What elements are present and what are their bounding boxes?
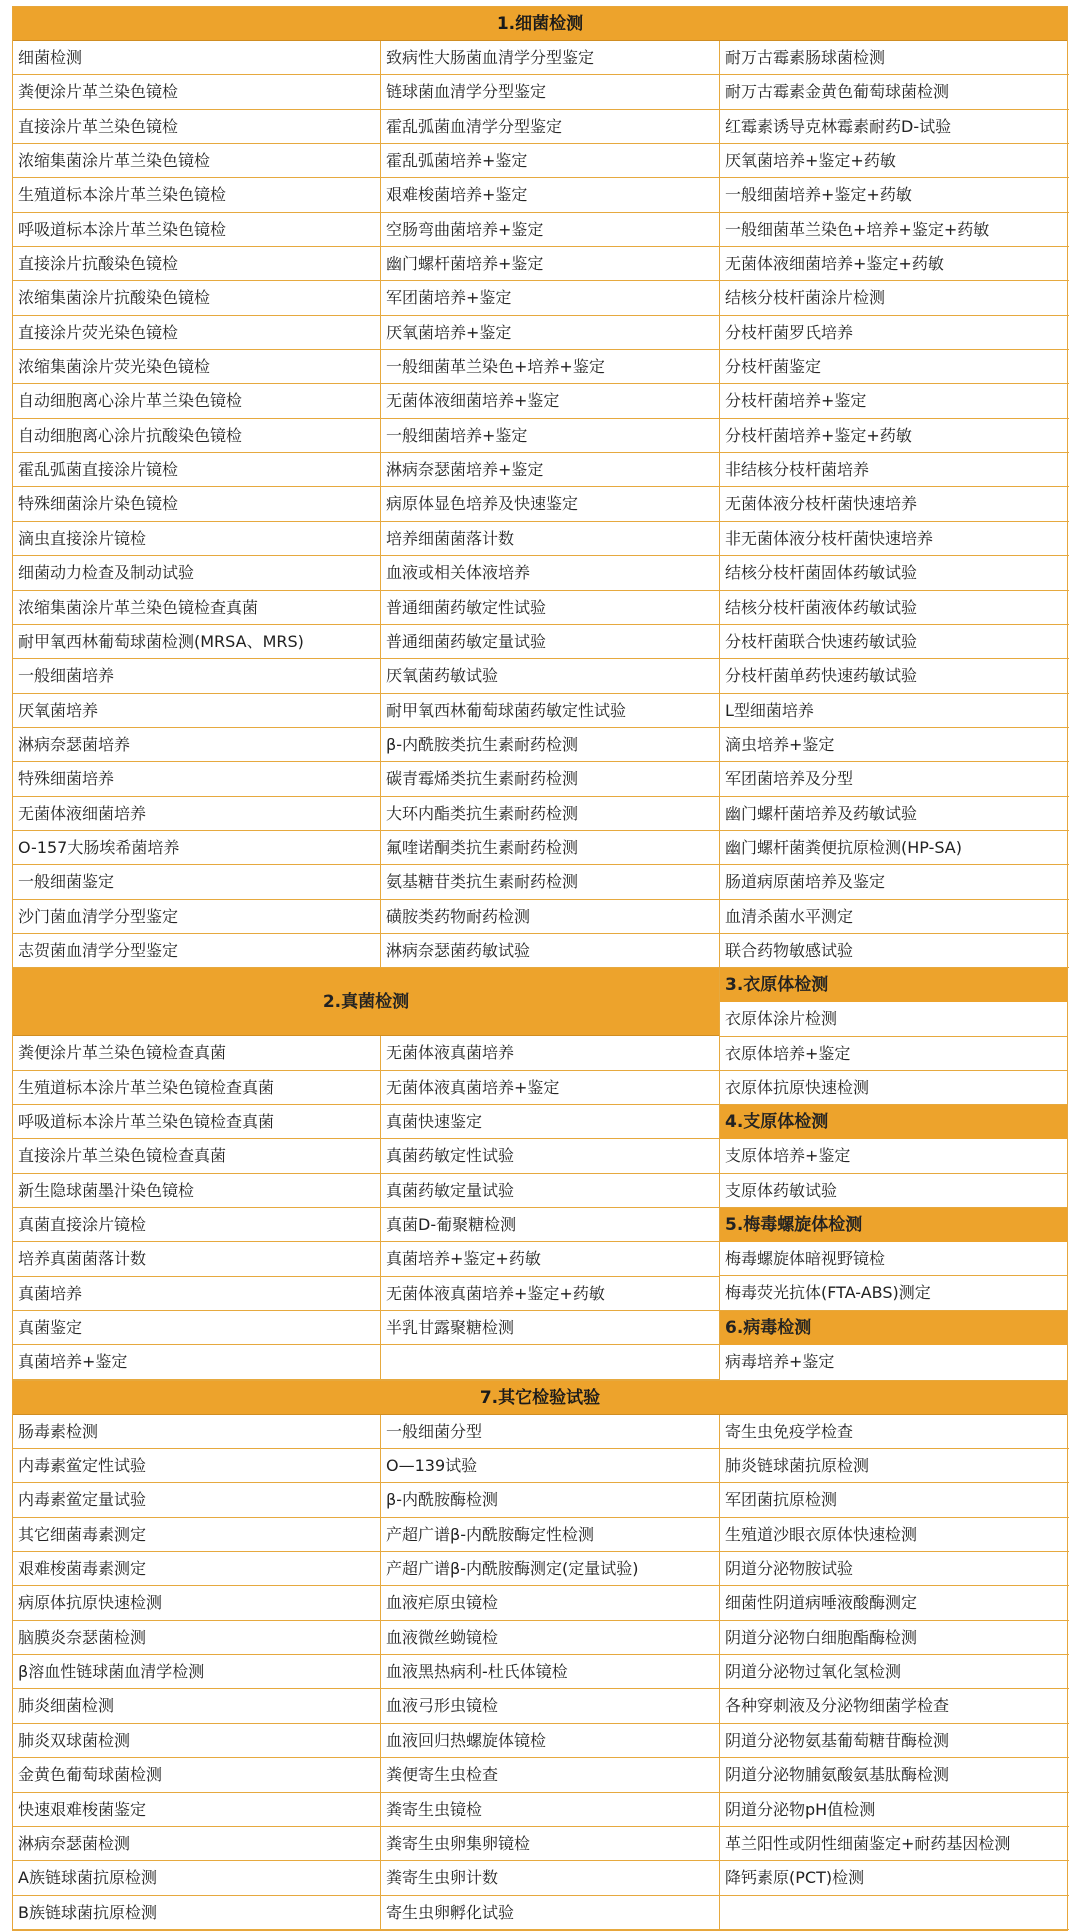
table-cell: 直接涂片抗酸染色镜检 <box>13 247 381 281</box>
table-cell: β-内酰胺酶检测 <box>381 1483 720 1517</box>
table-cell: 生殖道标本涂片革兰染色镜检查真菌 <box>13 1071 381 1105</box>
table-cell <box>720 1896 1069 1930</box>
table-cell: 碳青霉烯类抗生素耐药检测 <box>381 762 720 796</box>
table-cell: 厌氧菌药敏试验 <box>381 659 720 693</box>
test-catalog-table <box>12 6 1068 1931</box>
table-cell: L型细菌培养 <box>720 694 1069 728</box>
table-cell: 分枝杆菌罗氏培养 <box>720 316 1069 350</box>
table-cell: 幽门螺杆菌粪便抗原检测(HP-SA) <box>720 831 1069 865</box>
table-cell: 阴道分泌物过氧化氢检测 <box>720 1655 1069 1689</box>
table-cell: 一般细菌分型 <box>381 1415 720 1449</box>
table-cell: 浓缩集菌涂片抗酸染色镜检 <box>13 281 381 315</box>
table-cell: 粪便寄生虫检查 <box>381 1758 720 1792</box>
table-cell: 血清杀菌水平测定 <box>720 900 1069 934</box>
table-cell: 分枝杆菌鉴定 <box>720 350 1069 384</box>
side-section-item: 梅毒螺旋体暗视野镜检 <box>720 1242 1067 1276</box>
table-cell: 病原体显色培养及快速鉴定 <box>381 487 720 521</box>
table-cell: 粪便涂片革兰染色镜检 <box>13 75 381 109</box>
table-cell: 病原体抗原快速检测 <box>13 1586 381 1620</box>
table-cell: 真菌培养 <box>13 1277 381 1311</box>
table-cell: 无菌体液真菌培养 <box>381 1036 720 1070</box>
table-cell: 幽门螺杆菌培养+鉴定 <box>381 247 720 281</box>
table-cell: 淋病奈瑟菌药敏试验 <box>381 934 720 968</box>
table-cell: 志贺菌血清学分型鉴定 <box>13 934 381 968</box>
section-header-fungi: 2.真菌检测 <box>13 968 719 1036</box>
table-cell: 联合药物敏感试验 <box>720 934 1069 968</box>
table-cell: 真菌药敏定量试验 <box>381 1174 720 1208</box>
table-cell: 红霉素诱导克林霉素耐药D-试验 <box>720 110 1069 144</box>
table-cell: A族链球菌抗原检测 <box>13 1861 381 1895</box>
table-cell: 一般细菌培养+鉴定 <box>381 419 720 453</box>
side-section-header: 4.支原体检测 <box>720 1105 1067 1139</box>
table-cell: 粪寄生虫卵集卵镜检 <box>381 1827 720 1861</box>
table-cell: 新生隐球菌墨汁染色镜检 <box>13 1174 381 1208</box>
table-cell: 氟喹诺酮类抗生素耐药检测 <box>381 831 720 865</box>
table-cell: 滴虫培养+鉴定 <box>720 728 1069 762</box>
table-cell: 真菌快速鉴定 <box>381 1105 720 1139</box>
side-section-item: 病毒培养+鉴定 <box>725 1351 835 1371</box>
table-cell: 结核分枝杆菌固体药敏试验 <box>720 556 1069 590</box>
side-section-header: 5.梅毒螺旋体检测 <box>720 1208 1067 1242</box>
table-cell: 浓缩集菌涂片革兰染色镜检 <box>13 144 381 178</box>
table-cell: 一般细菌鉴定 <box>13 865 381 899</box>
table-cell: 真菌培养+鉴定 <box>13 1345 381 1379</box>
side-section-item: 支原体药敏试验 <box>720 1174 1067 1208</box>
table-cell: 非无菌体液分枝杆菌快速培养 <box>720 522 1069 556</box>
table-cell: 淋病奈瑟菌培养+鉴定 <box>381 453 720 487</box>
table-cell: 特殊细菌培养 <box>13 762 381 796</box>
table-cell: 分枝杆菌培养+鉴定+药敏 <box>720 419 1069 453</box>
table-cell: 厌氧菌培养 <box>13 694 381 728</box>
table-cell: 细菌检测 <box>13 41 381 75</box>
table-cell: 分枝杆菌单药快速药敏试验 <box>720 659 1069 693</box>
side-section-item: 梅毒荧光抗体(FTA-ABS)测定 <box>720 1276 1067 1310</box>
table-cell: 肠道病原菌培养及鉴定 <box>720 865 1069 899</box>
table-cell: 肺炎细菌检测 <box>13 1689 381 1723</box>
table-cell: 自动细胞离心涂片革兰染色镜检 <box>13 384 381 418</box>
table-cell: 血液疟原虫镜检 <box>381 1586 720 1620</box>
table-cell: 阴道分泌物pH值检测 <box>720 1793 1069 1827</box>
table-cell: 真菌D-葡聚糖检测 <box>381 1208 720 1242</box>
table-cell: 大环内酯类抗生素耐药检测 <box>381 797 720 831</box>
table-cell: 半乳甘露聚糖检测 <box>381 1311 720 1345</box>
table-cell: 无菌体液细菌培养 <box>13 797 381 831</box>
table-cell: 寄生虫免疫学检查 <box>720 1415 1069 1449</box>
table-cell: 结核分枝杆菌液体药敏试验 <box>720 591 1069 625</box>
table-cell: 军团菌抗原检测 <box>720 1483 1069 1517</box>
side-section-header: 6.病毒检测 <box>720 1311 1067 1345</box>
table-cell: 自动细胞离心涂片抗酸染色镜检 <box>13 419 381 453</box>
table-cell: 脑膜炎奈瑟菌检测 <box>13 1621 381 1655</box>
table-cell: 降钙素原(PCT)检测 <box>720 1861 1069 1895</box>
table-cell: 产超广谱β-内酰胺酶定性检测 <box>381 1518 720 1552</box>
table-cell: 快速艰难梭菌鉴定 <box>13 1793 381 1827</box>
table-cell: 真菌直接涂片镜检 <box>13 1208 381 1242</box>
table-cell: 血液或相关体液培养 <box>381 556 720 590</box>
side-section-item: 衣原体培养+鉴定 <box>720 1037 1067 1071</box>
table-cell: 真菌培养+鉴定+药敏 <box>381 1242 720 1276</box>
side-section-header: 3.衣原体检测 <box>720 968 1067 1002</box>
table-cell: 肺炎双球菌检测 <box>13 1724 381 1758</box>
table-cell: 淋病奈瑟菌检测 <box>13 1827 381 1861</box>
table-cell: 链球菌血清学分型鉴定 <box>381 75 720 109</box>
table-cell: 厌氧菌培养+鉴定+药敏 <box>720 144 1069 178</box>
table-cell: 阴道分泌物白细胞酯酶检测 <box>720 1621 1069 1655</box>
table-cell: 一般细菌培养+鉴定+药敏 <box>720 178 1069 212</box>
table-cell: 军团菌培养+鉴定 <box>381 281 720 315</box>
table-cell: 培养细菌菌落计数 <box>381 522 720 556</box>
table-cell: 淋病奈瑟菌培养 <box>13 728 381 762</box>
table-cell: 磺胺类药物耐药检测 <box>381 900 720 934</box>
table-cell: 无菌体液真菌培养+鉴定+药敏 <box>381 1277 720 1311</box>
table-cell: 致病性大肠菌血清学分型鉴定 <box>381 41 720 75</box>
table-cell: 血液微丝蚴镜检 <box>381 1621 720 1655</box>
table-cell: 浓缩集菌涂片革兰染色镜检查真菌 <box>13 591 381 625</box>
table-cell: 浓缩集菌涂片荧光染色镜检 <box>13 350 381 384</box>
table-cell: 分枝杆菌联合快速药敏试验 <box>720 625 1069 659</box>
table-cell: 一般细菌培养 <box>13 659 381 693</box>
table-cell: 厌氧菌培养+鉴定 <box>381 316 720 350</box>
other-tests-grid <box>13 1415 1067 1930</box>
table-cell: 无菌体液分枝杆菌快速培养 <box>720 487 1069 521</box>
table-cell: 无菌体液细菌培养+鉴定+药敏 <box>720 247 1069 281</box>
table-cell: 粪寄生虫镜检 <box>381 1793 720 1827</box>
table-cell: 生殖道标本涂片革兰染色镜检 <box>13 178 381 212</box>
table-cell: 艰难梭菌培养+鉴定 <box>381 178 720 212</box>
table-cell: 血液弓形虫镜检 <box>381 1689 720 1723</box>
table-cell: 培养真菌菌落计数 <box>13 1242 381 1276</box>
table-cell: 非结核分枝杆菌培养 <box>720 453 1069 487</box>
table-cell: 无菌体液细菌培养+鉴定 <box>381 384 720 418</box>
table-cell: 肺炎链球菌抗原检测 <box>720 1449 1069 1483</box>
table-cell: 阴道分泌物胺试验 <box>720 1552 1069 1586</box>
table-cell: 细菌动力检查及制动试验 <box>13 556 381 590</box>
table-cell: 氨基糖苷类抗生素耐药检测 <box>381 865 720 899</box>
table-cell: B族链球菌抗原检测 <box>13 1896 381 1930</box>
table-cell: O—139试验 <box>381 1449 720 1483</box>
table-cell: 普通细菌药敏定性试验 <box>381 591 720 625</box>
table-cell: 生殖道沙眼衣原体快速检测 <box>720 1518 1069 1552</box>
table-cell: 金黄色葡萄球菌检测 <box>13 1758 381 1792</box>
side-section-item: 衣原体涂片检测 <box>720 1002 1067 1036</box>
table-cell: 幽门螺杆菌培养及药敏试验 <box>720 797 1069 831</box>
table-cell: 革兰阳性或阴性细菌鉴定+耐药基因检测 <box>720 1827 1069 1861</box>
table-cell: 霍乱弧菌直接涂片镜检 <box>13 453 381 487</box>
table-cell: 粪便涂片革兰染色镜检查真菌 <box>13 1036 381 1070</box>
table-cell: 特殊细菌涂片染色镜检 <box>13 487 381 521</box>
table-cell: 血液黑热病利-杜氏体镜检 <box>381 1655 720 1689</box>
table-cell: O-157大肠埃希菌培养 <box>13 831 381 865</box>
table-cell: 产超广谱β-内酰胺酶测定(定量试验) <box>381 1552 720 1586</box>
table-cell: 直接涂片革兰染色镜检查真菌 <box>13 1139 381 1173</box>
side-section-item: 衣原体抗原快速检测 <box>720 1071 1067 1105</box>
table-cell: 真菌鉴定 <box>13 1311 381 1345</box>
table-cell: 各种穿刺液及分泌物细菌学检查 <box>720 1689 1069 1723</box>
table-cell: 内毒素鲎定性试验 <box>13 1449 381 1483</box>
table-cell: 耐甲氧西林葡萄球菌检测(MRSA、MRS) <box>13 625 381 659</box>
table-cell: 直接涂片荧光染色镜检 <box>13 316 381 350</box>
table-cell: 空肠弯曲菌培养+鉴定 <box>381 213 720 247</box>
table-cell: β-内酰胺类抗生素耐药检测 <box>381 728 720 762</box>
table-cell: 沙门菌血清学分型鉴定 <box>13 900 381 934</box>
table-cell: 真菌药敏定性试验 <box>381 1139 720 1173</box>
side-sections <box>720 968 1067 1379</box>
table-cell: 普通细菌药敏定量试验 <box>381 625 720 659</box>
table-cell: 滴虫直接涂片镜检 <box>13 522 381 556</box>
table-cell: 耐甲氧西林葡萄球菌药敏定性试验 <box>381 694 720 728</box>
section-header-other: 7.其它检验试验 <box>13 1381 1067 1415</box>
table-cell: 霍乱弧菌培养+鉴定 <box>381 144 720 178</box>
table-cell: β溶血性链球菌血清学检测 <box>13 1655 381 1689</box>
table-cell: 呼吸道标本涂片革兰染色镜检 <box>13 213 381 247</box>
table-cell: 内毒素鲎定量试验 <box>13 1483 381 1517</box>
fungi-and-side-sections <box>13 968 1067 1380</box>
table-cell: 阴道分泌物氨基葡萄糖苷酶检测 <box>720 1724 1069 1758</box>
table-cell: 肠毒素检测 <box>13 1415 381 1449</box>
table-cell: 阴道分泌物脯氨酸氨基肽酶检测 <box>720 1758 1069 1792</box>
table-cell: 粪寄生虫卵计数 <box>381 1861 720 1895</box>
table-cell: 一般细菌革兰染色+培养+鉴定 <box>381 350 720 384</box>
table-cell: 结核分枝杆菌涂片检测 <box>720 281 1069 315</box>
table-cell: 无菌体液真菌培养+鉴定 <box>381 1071 720 1105</box>
table-cell: 呼吸道标本涂片革兰染色镜检查真菌 <box>13 1105 381 1139</box>
table-cell: 其它细菌毒素测定 <box>13 1518 381 1552</box>
table-cell: 耐万古霉素肠球菌检测 <box>720 41 1069 75</box>
table-cell: 寄生虫卵孵化试验 <box>381 1896 720 1930</box>
table-cell: 分枝杆菌培养+鉴定 <box>720 384 1069 418</box>
table-cell: 一般细菌革兰染色+培养+鉴定+药敏 <box>720 213 1069 247</box>
table-cell: 艰难梭菌毒素测定 <box>13 1552 381 1586</box>
table-cell: 血液回归热螺旋体镜检 <box>381 1724 720 1758</box>
table-cell: 细菌性阴道病唾液酸酶测定 <box>720 1586 1069 1620</box>
table-cell: 军团菌培养及分型 <box>720 762 1069 796</box>
table-cell: 霍乱弧菌血清学分型鉴定 <box>381 110 720 144</box>
side-section-item: 支原体培养+鉴定 <box>720 1139 1067 1173</box>
fungi-block <box>13 968 720 1379</box>
table-cell: 耐万古霉素金黄色葡萄球菌检测 <box>720 75 1069 109</box>
fungi-grid <box>13 1036 719 1379</box>
bacteria-grid <box>13 41 1067 968</box>
table-cell: 直接涂片革兰染色镜检 <box>13 110 381 144</box>
table-cell <box>381 1345 720 1379</box>
section-header-bacteria: 1.细菌检测 <box>13 7 1067 41</box>
